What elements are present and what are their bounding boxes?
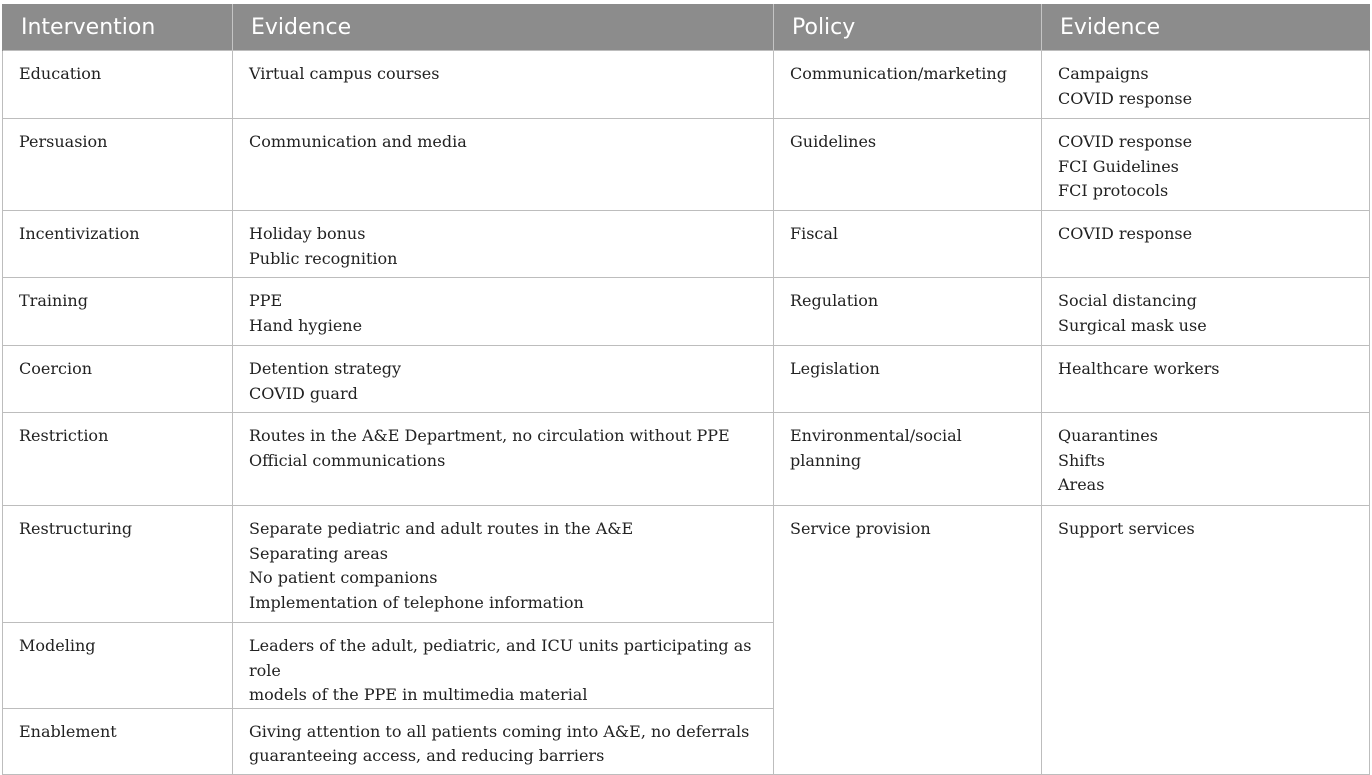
policy-evidence-cell: Support services xyxy=(1042,506,1370,775)
intervention-cell: Incentivization xyxy=(3,211,233,278)
header-policy: Policy xyxy=(774,5,1042,51)
intervention-cell: Restriction xyxy=(3,413,233,506)
intervention-evidence-cell: Giving attention to all patients coming into A&E, no deferrals guaranteeing access, and reducing barriers xyxy=(233,708,774,774)
policy-evidence-cell: Quarantines Shifts Areas xyxy=(1042,413,1370,506)
intervention-cell: Coercion xyxy=(3,346,233,413)
intervention-policy-table xyxy=(2,4,1370,775)
table-row xyxy=(3,346,1370,413)
intervention-cell: Enablement xyxy=(3,708,233,774)
policy-cell: Service provision xyxy=(774,506,1042,775)
intervention-evidence-cell: Detention strategy COVID guard xyxy=(233,346,774,413)
intervention-evidence-cell: Virtual campus courses xyxy=(233,51,774,119)
policy-cell: Guidelines xyxy=(774,119,1042,211)
intervention-evidence-cell: Leaders of the adult, pediatric, and ICU units participating as role models of the PPE in multimedia material xyxy=(233,623,774,709)
intervention-cell: Restructuring xyxy=(3,506,233,623)
intervention-evidence-cell: Communication and media xyxy=(233,119,774,211)
table-row xyxy=(3,51,1370,119)
policy-cell: Legislation xyxy=(774,346,1042,413)
header-policy-evidence: Evidence xyxy=(1042,5,1370,51)
table-row xyxy=(3,413,1370,506)
policy-evidence-cell: COVID response FCI Guidelines FCI protocols xyxy=(1042,119,1370,211)
intervention-cell: Persuasion xyxy=(3,119,233,211)
table-row xyxy=(3,506,1370,623)
intervention-evidence-cell: Holiday bonus Public recognition xyxy=(233,211,774,278)
policy-cell: Fiscal xyxy=(774,211,1042,278)
policy-cell: Environmental/social planning xyxy=(774,413,1042,506)
policy-cell: Regulation xyxy=(774,278,1042,346)
header-intervention-evidence: Evidence xyxy=(233,5,774,51)
table-row xyxy=(3,278,1370,346)
table-row xyxy=(3,119,1370,211)
policy-evidence-cell: Social distancing Surgical mask use xyxy=(1042,278,1370,346)
header-intervention: Intervention xyxy=(3,5,233,51)
intervention-evidence-cell: Separate pediatric and adult routes in the A&E Separating areas No patient companions Implementation of telephone information xyxy=(233,506,774,623)
policy-cell: Communication/marketing xyxy=(774,51,1042,119)
intervention-evidence-cell: Routes in the A&E Department, no circulation without PPE Official communications xyxy=(233,413,774,506)
intervention-cell: Training xyxy=(3,278,233,346)
intervention-cell: Education xyxy=(3,51,233,119)
policy-evidence-cell: Campaigns COVID response xyxy=(1042,51,1370,119)
intervention-evidence-cell: PPE Hand hygiene xyxy=(233,278,774,346)
intervention-cell: Modeling xyxy=(3,623,233,709)
table-header-row xyxy=(3,5,1370,51)
table-row xyxy=(3,211,1370,278)
policy-evidence-cell: COVID response xyxy=(1042,211,1370,278)
policy-evidence-cell: Healthcare workers xyxy=(1042,346,1370,413)
